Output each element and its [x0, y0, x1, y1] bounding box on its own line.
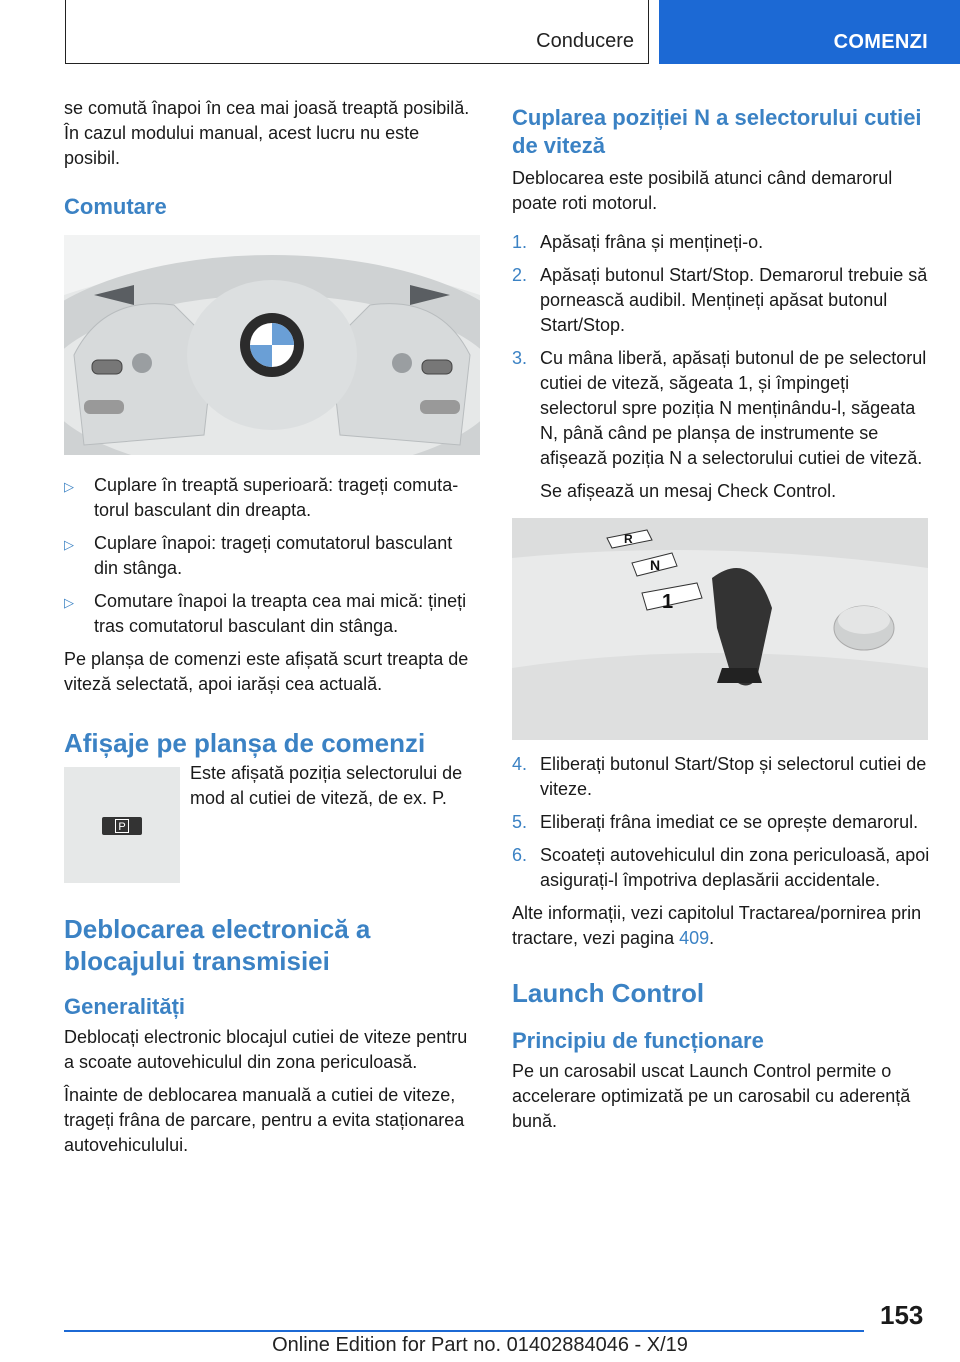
bullet-item: ▷ Cuplare în treaptă superioară: trageți comutatorul basculant din dreapta. — [64, 473, 480, 523]
triangle-bullet-icon: ▷ — [64, 479, 74, 494]
page-link[interactable]: 409 — [679, 928, 710, 948]
intro-paragraph: se comută înapoi în cea mai joasă treaptă posibilă. În cazul modului manual, acest lucru nu este posibil. — [64, 98, 470, 168]
generalitati-paragraph-2: Înainte de deblocarea manuală a cutiei de viteze, trageți frâna de parcare, pentru a evita staționarea autovehiculului. — [64, 1085, 465, 1155]
chapter-tab-label: COMENZI — [833, 31, 928, 53]
step-item: 1. Apăsați frâna și mențineți-o. — [512, 232, 764, 252]
after-bullets-paragraph: Pe planșa de comenzi este afișată scurt treapta de viteză selectată, apoi iarăși cea actuală. — [64, 649, 469, 694]
gear-letter-icon: P — [115, 819, 129, 833]
triangle-bullet-icon: ▷ — [64, 595, 74, 610]
heading-generalitati: Generalități — [64, 994, 186, 1019]
heading-deblocare: Deblocarea electronică a blocajului transmisiei — [64, 914, 371, 976]
right-column — [512, 96, 930, 1142]
triangle-bullet-icon: ▷ — [64, 537, 74, 552]
step-3-note: Se afișează un mesaj Check Control. — [540, 481, 837, 501]
arrow-label-n: N — [650, 557, 661, 573]
bullet-item: ▷ Cuplare înapoi: trageți comutatorul basculant din stânga. — [64, 531, 480, 581]
left-column — [64, 96, 480, 1166]
heading-principiu: Principiu de funcționare — [512, 1028, 764, 1053]
bullet-item: ▷ Comutare înapoi la treapta cea mai mică: țineți tras comutatorul basculant din stânga. — [64, 589, 480, 639]
header-box — [65, 0, 649, 64]
afisaje-text: Este afișată poziția selectorului de mod al cutiei de viteză, de ex. P. — [190, 763, 463, 808]
heading-afisaje: Afișaje pe planșa de comenzi — [64, 728, 426, 758]
chapter-tab[interactable] — [659, 0, 960, 64]
steering-wheel-image — [64, 235, 480, 455]
arrow-label-1: 1 — [662, 591, 674, 613]
footer-divider — [64, 1330, 864, 1332]
page-number: 153 — [880, 1300, 924, 1330]
heading-launch-control: Launch Control — [512, 978, 705, 1008]
gear-selector-image — [512, 518, 928, 740]
step-item: 5. Eliberați frâna imediat ce se oprește demarorul. — [512, 812, 919, 832]
footer-text: Online Edition for Part no. 01402884046 - X/19 — [272, 1334, 688, 1356]
heading-cuplarea: Cuplarea poziției N a selectorului cutiei de viteză — [512, 105, 922, 158]
generalitati-paragraph-1: Deblocați electronic blocajul cutiei de viteze pentru a scoate autovehiculul din zona periculoasă. — [64, 1027, 468, 1072]
afisaje-block — [64, 761, 480, 883]
principiu-paragraph: Pe un carosabil uscat Launch Control permite o accelerare optimizată pe un carosabil cu aderență bună. — [512, 1061, 911, 1131]
step-item: 3. Cu mâna liberă, apăsați butonul de pe selectorul cutiei de viteză, săgeata 1, și împingeți selectorul spre poziția N menținându-l, săgeata N, până când pe planșa de instrumente se afișează poziția N a selectorului cutiei de viteză. — [512, 348, 927, 468]
heading-comutare: Comutare — [64, 194, 167, 219]
gear-indicator-image — [64, 767, 180, 883]
arrow-label-r: R — [624, 532, 633, 546]
section-title: Conducere — [536, 30, 634, 52]
step-item: 4. Eliberați butonul Start/Stop și selectorul cutiei de viteze. — [512, 754, 927, 799]
step-item: 6. Scoateți autovehiculul din zona periculoasă, apoi asigurați-l împotriva deplasării accidentale. — [512, 845, 930, 890]
more-info-paragraph: Alte informații, vezi capitolul Tractarea/pornirea prin tractare, vezi pagina 409. — [512, 903, 922, 948]
step-item: 2. Apăsați butonul Start/Stop. Demarorul trebuie să pornească audibil. Mențineți apăsat butonul Start/Stop. — [512, 265, 928, 335]
cuplarea-intro: Deblocarea este posibilă atunci când demarorul poate roti motorul. — [512, 168, 893, 213]
